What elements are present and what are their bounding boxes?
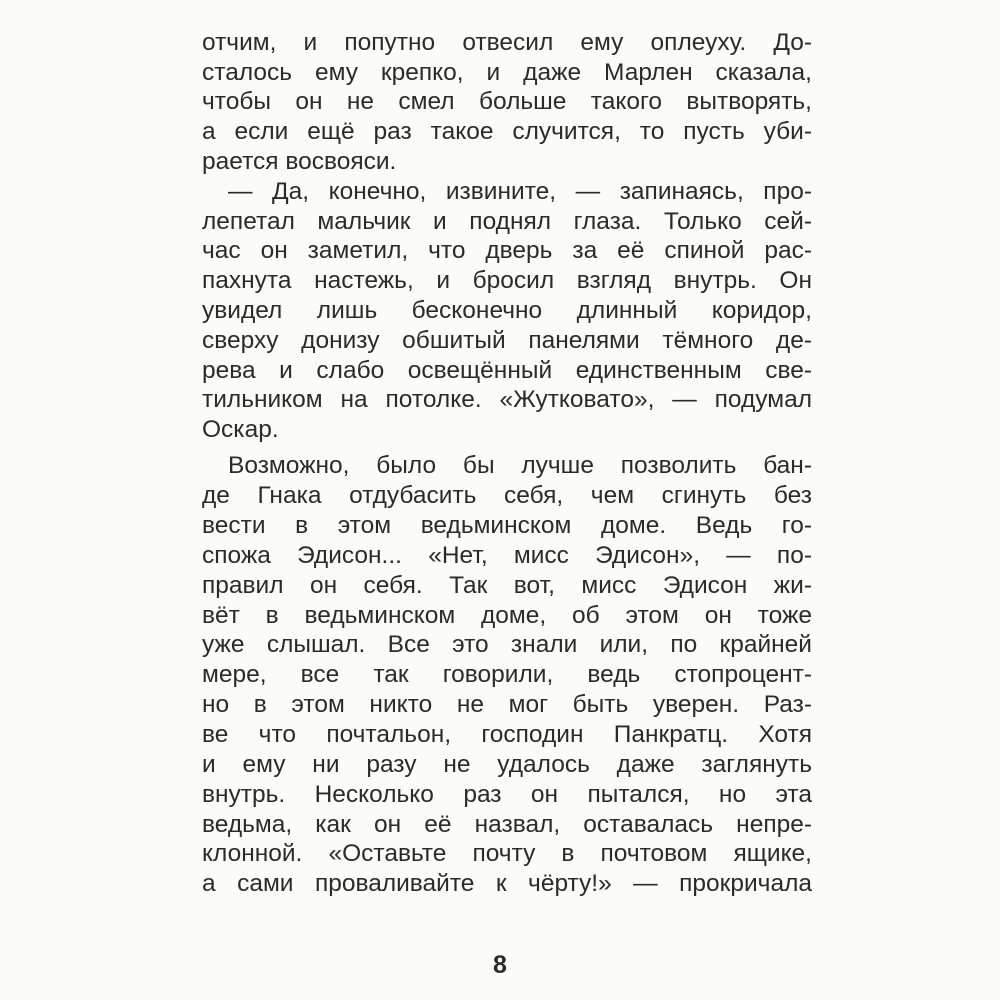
text-line: увидел лишь бесконечно длинный коридор, <box>202 297 812 324</box>
text-line: спожа Эдисон... «Нет, мисс Эдисон», — по- <box>202 542 812 569</box>
text-line: мере, все так говорили, ведь стопроцент- <box>202 661 812 688</box>
text-line: клонной. «Оставьте почту в почтовом ящике, <box>202 840 812 867</box>
text-line: ве что почтальон, господин Панкратц. Хотя <box>202 721 812 748</box>
text-line: правил он себя. Так вот, мисс Эдисон жи- <box>202 572 812 599</box>
text-line: Возможно, было бы лучше позволить бан- <box>228 452 812 479</box>
text-line: — Да, конечно, извините, — запинаясь, про- <box>228 178 812 205</box>
text-line: пахнута настежь, и бросил взгляд внутрь. Он <box>202 267 812 294</box>
text-line: час он заметил, что дверь за её спиной рас- <box>202 237 812 264</box>
text-line: Оскар. <box>202 416 279 443</box>
text-line: де Гнака отдубасить себя, чем сгинуть без <box>202 482 812 509</box>
text-line: чтобы он не смел больше такого вытворять, <box>202 88 812 115</box>
text-line: отчим, и попутно отвесил ему оплеуху. До- <box>202 29 812 56</box>
text-line: внутрь. Несколько раз он пытался, но эта <box>202 781 812 808</box>
text-line: сверху донизу обшитый панелями тёмного де- <box>202 327 812 354</box>
text-line: сталось ему крепко, и даже Марлен сказала, <box>202 59 812 86</box>
text-line: ведьма, как он её назвал, оставалась непре- <box>202 811 812 838</box>
page-number: 8 <box>493 951 507 979</box>
text-line: уже слышал. Все это знали или, по крайней <box>202 631 812 658</box>
text-line: а если ещё раз такое случится, то пусть уби- <box>202 118 812 145</box>
text-line: а сами проваливайте к чёрту!» — прокричала <box>202 870 812 897</box>
text-line: вести в этом ведьминском доме. Ведь го- <box>202 512 812 539</box>
text-line: лепетал мальчик и поднял глаза. Только сей- <box>202 208 812 235</box>
text-line: и ему ни разу не удалось даже заглянуть <box>202 751 812 778</box>
text-line: вёт в ведьминском доме, об этом он тоже <box>202 602 812 629</box>
text-line: но в этом никто не мог быть уверен. Раз- <box>202 691 812 718</box>
text-line: рева и слабо освещённый единственным све- <box>202 357 812 384</box>
text-line: тильником на потолке. «Жутковато», — подумал <box>202 386 812 413</box>
text-line: рается восвояси. <box>202 148 397 175</box>
